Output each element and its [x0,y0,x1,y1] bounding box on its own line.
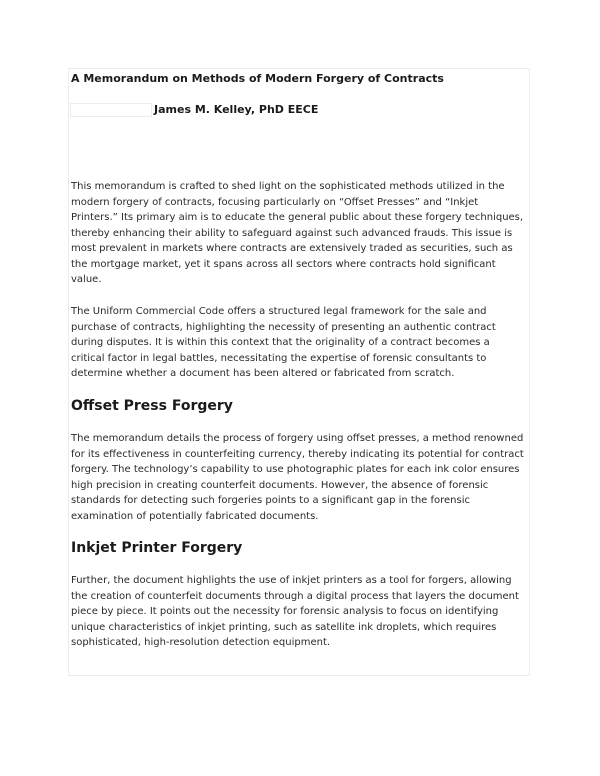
author-name: James M. Kelley, PhD EECE [154,103,319,116]
section-heading-inkjet-printer: Inkjet Printer Forgery [71,540,243,556]
author-row [68,103,530,119]
section-body-offset-press: The memorandum details the process of forgery using offset presses, a method renowned for its effectiveness in counterfeiting currency, thereby indicating its potential for contract forgery. The technology’s capability to use photographic plates for each ink color ensures high precision in creating counterfeit documents. However, the absence of forensic standards for detecting such forgeries points to a significant gap in the forensic examination of potentially fabricated documents. [71,433,524,522]
section-inkjet-printer [71,539,526,557]
section-inkjet-printer-body-block [71,573,526,651]
section-body-inkjet-printer: Further, the document highlights the use of inkjet printers as a tool for forgers, allowing the creation of counterfeit documents through a digital process that layers the document piece by piece. It points out the necessity for forensic analysis to focus on identifying unique characteristics of inkjet printing, such as satellite ink droplets, which requires sophisticated, high-resolution detection equipment. [71,575,519,648]
intro-paragraph-2: The Uniform Commercial Code offers a structured legal framework for the sale and purchase of contracts, highlighting the necessity of presenting an authentic contract during disputes. It is within this context that the originality of a contract becomes a critical factor in legal battles, necessitating the expertise of forensic consultants to determine whether a document has been altered or fabricated from scratch. [71,306,496,379]
section-offset-press [71,397,526,415]
section-heading-offset-press: Offset Press Forgery [71,398,233,414]
intro-paragraph-1: This memorandum is crafted to shed light on the sophisticated methods utilized in the modern forgery of contracts, focusing particularly on “Offset Presses” and “Inkjet Printers.” Its primary aim is to educate the general public about these forgery techniques, thereby enhancing their ability to safeguard against such advanced frauds. This issue is most prevalent in markets where contracts are extensively traded as securities, such as the mortgage market, yet it spans across all sectors where contracts hold significant value. [71,181,524,285]
intro-paragraph-1-block [71,179,526,288]
author-placeholder-box [70,103,152,117]
document-title: A Memorandum on Methods of Modern Forgery of Contracts [71,72,444,85]
section-offset-press-body-block [71,431,526,524]
intro-paragraph-2-block [71,304,526,382]
